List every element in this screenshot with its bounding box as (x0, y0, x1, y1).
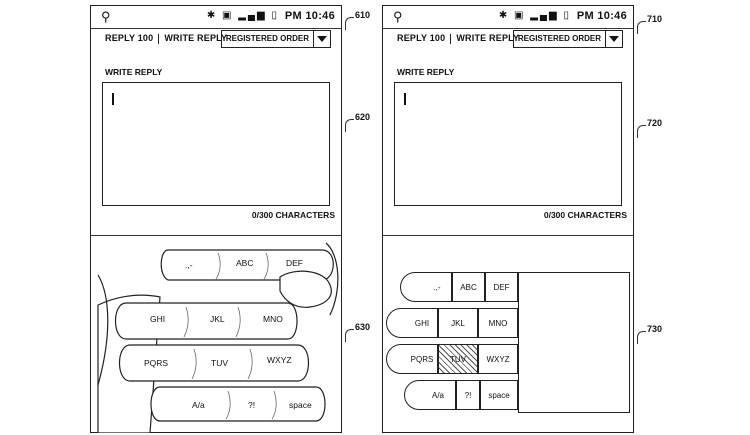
sort-label: REGISTERED ORDER (514, 31, 606, 47)
key-wxyz[interactable]: WXYZ (267, 355, 292, 365)
text-cursor (404, 93, 406, 105)
header-tabs (105, 33, 227, 44)
key-wxyz[interactable]: WXYZ (478, 344, 518, 374)
status-bar (91, 6, 341, 29)
key-ghi[interactable]: GHI (150, 314, 166, 324)
header-tabs (397, 33, 519, 44)
leader-line (637, 125, 646, 138)
character-counter: 0/300 CHARACTERS (251, 210, 335, 220)
keypad-blank-area (518, 272, 630, 413)
ref-630: 630 (355, 322, 371, 332)
reply-text-area[interactable] (102, 82, 330, 206)
reply-tab[interactable]: REPLY 100 (105, 33, 154, 43)
key-def[interactable]: DEF (286, 258, 303, 268)
keypad-divider (383, 235, 633, 236)
key-symbols[interactable]: ?! (456, 380, 480, 410)
status-bar (383, 6, 633, 29)
key-abc[interactable]: ABC (452, 272, 485, 302)
chevron-down-icon[interactable] (314, 31, 330, 47)
write-reply-tab[interactable]: WRITE REPLY (164, 33, 228, 43)
write-reply-tab[interactable]: WRITE REPLY (456, 33, 520, 43)
key-mno[interactable]: MNO (263, 314, 283, 324)
key-pqrs[interactable]: PQRS (144, 358, 169, 368)
key-punct[interactable]: .,- (433, 282, 441, 292)
leader-line (637, 331, 646, 344)
ref-610: 610 (355, 10, 371, 20)
leader-line (345, 329, 354, 342)
section-label: WRITE REPLY (105, 67, 163, 77)
ref-720: 720 (647, 118, 663, 128)
section-label: WRITE REPLY (397, 67, 455, 77)
ref-620: 620 (355, 112, 371, 122)
clock: PM 10:46 (576, 10, 627, 22)
ref-710: 710 (647, 14, 663, 24)
ref-730: 730 (647, 324, 663, 334)
key-tuv-highlighted[interactable]: TUV (438, 344, 478, 374)
sort-dropdown[interactable] (221, 30, 331, 48)
reply-text-area[interactable] (394, 82, 622, 206)
key-symbols[interactable]: ?! (248, 400, 256, 410)
key-jkl[interactable]: JKL (210, 314, 225, 324)
sort-label: REGISTERED ORDER (222, 31, 314, 47)
leader-line (637, 21, 646, 34)
usb-icon: ⚲ (101, 9, 111, 24)
text-cursor (112, 93, 114, 105)
reply-tab[interactable]: REPLY 100 (397, 33, 446, 43)
key-jkl[interactable]: JKL (438, 308, 478, 338)
chevron-down-icon[interactable] (606, 31, 622, 47)
key-tuv[interactable]: TUV (211, 358, 228, 368)
key-def[interactable]: DEF (485, 272, 518, 302)
key-abc[interactable]: ABC (236, 258, 254, 268)
usb-icon: ⚲ (393, 9, 403, 24)
key-space[interactable]: space (480, 380, 518, 410)
character-counter: 0/300 CHARACTERS (543, 210, 627, 220)
key-pqrs[interactable]: PQRS (410, 354, 434, 364)
key-case[interactable]: A/a (192, 400, 205, 410)
clock: PM 10:46 (284, 10, 335, 22)
leader-line (345, 17, 354, 30)
key-space[interactable]: space (289, 400, 312, 410)
key-mno[interactable]: MNO (478, 308, 518, 338)
key-punct[interactable]: .,- (185, 260, 193, 270)
key-case[interactable]: A/a (431, 390, 444, 400)
status-icons: ✱ ▣ ▂▄▆ ▯ (498, 10, 571, 21)
finger-keypad (400, 272, 630, 413)
sort-dropdown[interactable] (513, 30, 623, 48)
leader-line (345, 119, 354, 132)
status-icons: ✱ ▣ ▂▄▆ ▯ (206, 10, 279, 21)
key-ghi[interactable]: GHI (414, 318, 430, 328)
